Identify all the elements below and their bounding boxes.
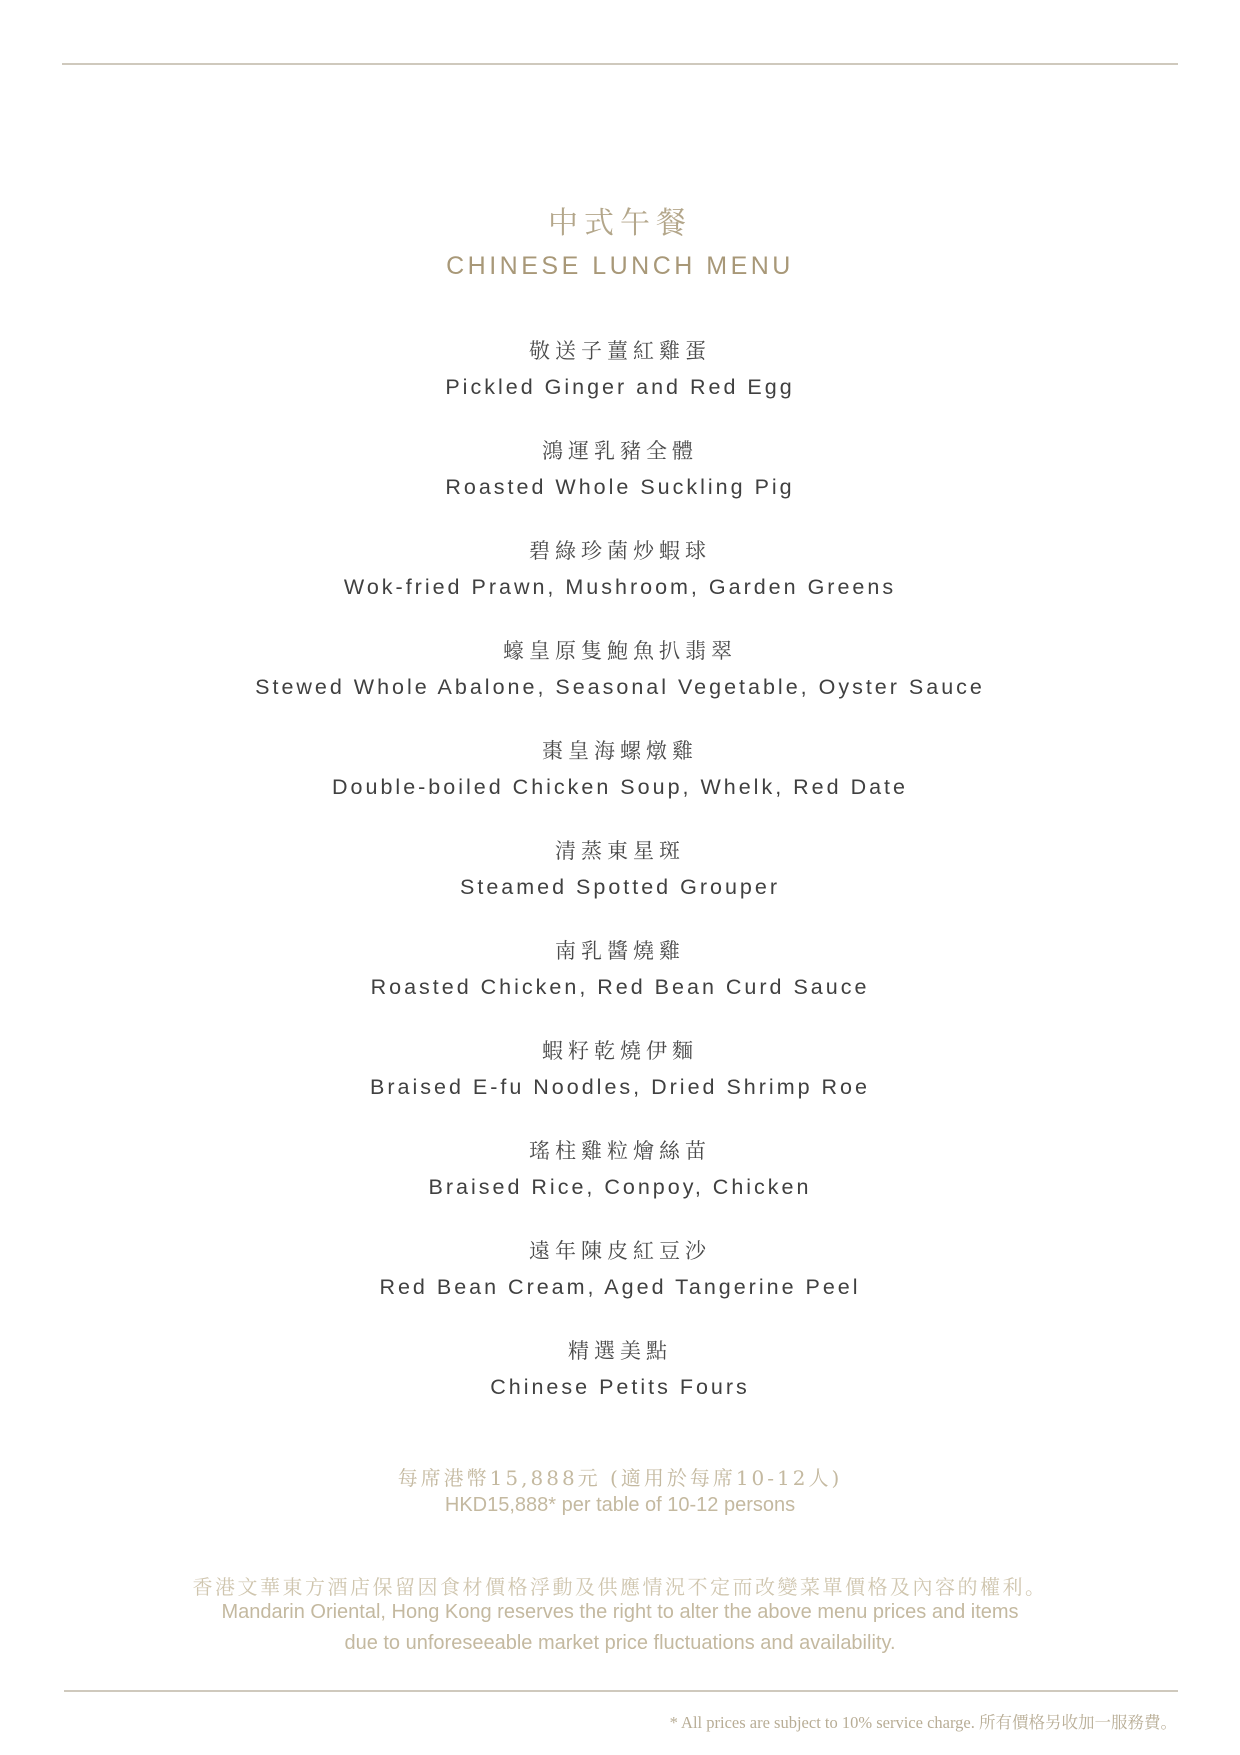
menu-title-zh: 中式午餐 <box>548 206 692 241</box>
bottom-divider <box>64 1690 1178 1692</box>
dish-item <box>0 1136 1240 1236</box>
dish-name-en: Pickled Ginger and Red Egg <box>445 375 795 399</box>
dish-name-en: Steamed Spotted Grouper <box>460 875 780 899</box>
dish-list <box>0 336 1240 1436</box>
dish-name-en: Braised E-fu Noodles, Dried Shrimp Roe <box>370 1075 870 1099</box>
dish-item <box>0 436 1240 536</box>
menu-title-en: CHINESE LUNCH MENU <box>446 252 794 280</box>
dish-item <box>0 536 1240 636</box>
disclaimer-en-line2: due to unforeseeable market price fluctuations and availability. <box>344 1632 896 1654</box>
price-text-zh: 每席港幣15,888元 (適用於每席10-12人) <box>397 1466 843 1490</box>
dish-item <box>0 636 1240 736</box>
dish-name-zh: 敬送子薑紅雞蛋 <box>529 339 711 363</box>
dish-item <box>0 936 1240 1036</box>
dish-name-zh: 精選美點 <box>568 1339 672 1363</box>
dish-name-zh: 鴻運乳豬全體 <box>542 439 698 463</box>
dish-item <box>0 1336 1240 1436</box>
dish-name-en: Roasted Chicken, Red Bean Curd Sauce <box>370 975 870 999</box>
dish-name-en: Chinese Petits Fours <box>490 1375 750 1399</box>
dish-name-en: Double-boiled Chicken Soup, Whelk, Red Date <box>332 775 908 799</box>
dish-item <box>0 336 1240 436</box>
dish-name-en: Red Bean Cream, Aged Tangerine Peel <box>379 1275 861 1299</box>
dish-name-zh: 清蒸東星斑 <box>555 839 685 863</box>
dish-name-zh: 南乳醬燒雞 <box>555 939 685 963</box>
dish-name-zh: 棗皇海螺燉雞 <box>542 739 698 763</box>
dish-name-zh: 蠔皇原隻鮑魚扒翡翠 <box>503 639 737 663</box>
dish-name-zh: 碧綠珍菌炒蝦球 <box>529 539 711 563</box>
service-charge-footnote: * All prices are subject to 10% service charge. 所有價格另收加一服務費。 <box>669 1713 1177 1732</box>
dish-item <box>0 1236 1240 1336</box>
dish-name-en: Braised Rice, Conpoy, Chicken <box>428 1175 812 1199</box>
dish-item <box>0 836 1240 936</box>
top-divider <box>62 63 1178 65</box>
dish-name-zh: 蝦籽乾燒伊麵 <box>542 1039 698 1063</box>
dish-item <box>0 736 1240 836</box>
disclaimer-en-line1: Mandarin Oriental, Hong Kong reserves the right to alter the above menu prices and items <box>221 1601 1019 1623</box>
dish-item <box>0 1036 1240 1136</box>
dish-name-zh: 遠年陳皮紅豆沙 <box>529 1239 711 1263</box>
dish-name-zh: 瑤柱雞粒燴絲苗 <box>529 1139 711 1163</box>
dish-name-en: Roasted Whole Suckling Pig <box>445 475 795 499</box>
dish-name-en: Wok-fried Prawn, Mushroom, Garden Greens <box>343 575 897 599</box>
price-text-en: HKD15,888* per table of 10-12 persons <box>444 1494 796 1516</box>
disclaimer-zh: 香港文華東方酒店保留因食材價格浮動及供應情況不定而改變菜單價格及內容的權利。 <box>192 1575 1048 1599</box>
dish-name-en: Stewed Whole Abalone, Seasonal Vegetable, Oyster Sauce <box>255 675 985 699</box>
